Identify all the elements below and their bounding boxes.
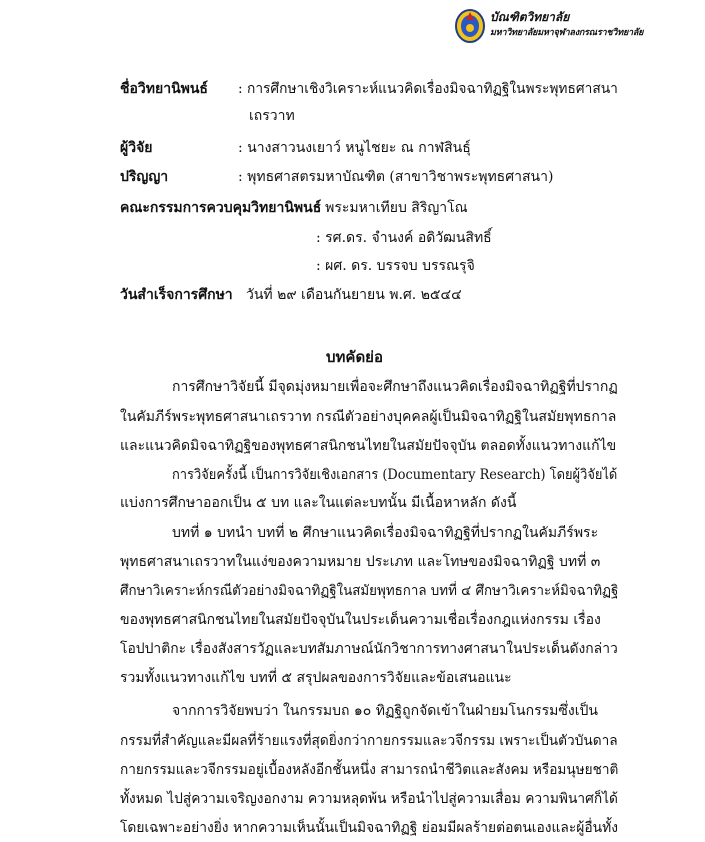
abstract-line: รวมทั้งแนวทางแก้ไข บทที่ ๕ สรุปผลของการวิจัยและข้อเสนอแนะ (120, 670, 512, 686)
graduation-date: วันที่ ๒๙ เดือนกันยายน พ.ศ. ๒๕๔๔ (246, 287, 462, 303)
abstract-line: โดยเฉพาะอย่างยิ่ง หากความเห็นนั้นเป็นมิจฉาทิฏฐิ ย่อมมีผลร้ายต่อตนเองและผู้อื่นทั้ง (120, 820, 618, 836)
abstract-line: กรรมที่สำคัญและมีผลที่ร้ายแรงที่สุดยิ่งกว่ากายกรรมและวจีกรรม เพราะเป็นตัวบันดาล (120, 733, 618, 749)
abstract-heading: บทคัดย่อ (326, 348, 383, 366)
abstract-line: การศึกษาวิจัยนี้ มีจุดมุ่งหมายเพื่อจะศึกษาถึงแนวคิดเรื่องมิจฉาทิฏฐิที่ปรากฏ (172, 379, 618, 395)
degree-value: : พุทธศาสตรมหาบัณฑิต (สาขาวิชาพระพุทธศาสนา) (238, 169, 554, 185)
abstract-line: กายกรรมและวจีกรรมอยู่เบื้องหลังอีกชั้นหนึ่ง สามารถนำชีวิตและสังคม หรือมนุษยชาติ (120, 762, 619, 778)
researcher-name: : นางสาวนงเยาว์ หนูไชยะ ณ กาฬสินธุ์ (238, 140, 471, 156)
thesis-title-cont: เถรวาท (249, 108, 295, 124)
abstract-line: และแนวคิดมิจฉาทิฏฐิของพุทธศาสนิกชนไทยในสมัยปัจจุบัน ตลอดทั้งแนวทางแก้ไข (120, 438, 617, 454)
abstract-line: ศึกษาวิเคราะห์กรณีตัวอย่างมิจฉาทิฏฐิในสมัยพุทธกาล บทที่ ๔ ศึกษาวิเคราะห์มิจฉาทิฏฐิ (120, 583, 619, 599)
committee-member-3: : ผศ. ดร. บรรจบ บรรณรุจิ (316, 258, 475, 274)
date-label: วันสำเร็จการศึกษา (120, 287, 233, 303)
abstract-line: จากการวิจัยพบว่า ในกรรมบถ ๑๐ ทิฏฐิถูกจัดเข้าในฝ่ายมโนกรรมซึ่งเป็น (172, 703, 598, 719)
abstract-line: โอปปาติกะ เรื่องสังสารวัฏและบทสัมภาษณ์นักวิชาการทางศาสนาในประเด็นดังกล่าว (120, 641, 618, 657)
degree-label: ปริญญา (120, 169, 169, 185)
abstract-line: ทั้งหมด ไปสู่ความเจริญงอกงาม ความหลุดพ้น หรือนำไปสู่ความเสื่อม ความพินาศก็ได้ (120, 791, 618, 807)
abstract-line: ในคัมภีร์พระพุทธศาสนาเถรวาท กรณีตัวอย่างบุคคลผู้เป็นมิจฉาทิฏฐิในสมัยพุทธกาล (120, 409, 617, 425)
committee-member-1: : พระมหาเทียบ สิริญาโณ (316, 200, 468, 216)
researcher-label: ผู้วิจัย (120, 140, 153, 156)
committee-label: คณะกรรมการควบคุมวิทยานิพนธ์ (120, 200, 322, 216)
abstract-line: การวิจัยครั้งนี้ เป็นการวิจัยเชิงเอกสาร (Documentary Research) โดยผู้วิจัยได้ (172, 467, 618, 483)
logo-subtitle: มหาวิทยาลัยมหาจุฬาลงกรณราชวิทยาลัย (490, 28, 644, 38)
logo-title: บัณฑิตวิทยาลัย (490, 10, 570, 24)
abstract-line: พุทธศาสนาเถรวาทในแง่ของความหมาย ประเภท และโทษของมิจฉาทิฏฐิ บทที่ ๓ (120, 554, 601, 570)
thesis-title: : การศึกษาเชิงวิเคราะห์แนวคิดเรื่องมิจฉาทิฏฐิในพระพุทธศาสนา (238, 81, 618, 97)
committee-member-2: : รศ.ดร. จำนงค์ อดิวัฒนสิทธิ์ (316, 230, 492, 246)
abstract-line: บทที่ ๑ บทนำ บทที่ ๒ ศึกษาแนวคิดเรื่องมิจฉาทิฏฐิที่ปรากฏในคัมภีร์พระ (172, 525, 599, 541)
abstract-line: แบ่งการศึกษาออกเป็น ๕ บท และในแต่ละบทนั้น มีเนื้อหาหลัก ดังนี้ (120, 495, 517, 511)
thesis-label: ชื่อวิทยานิพนธ์ (120, 81, 208, 97)
abstract-line: ของพุทธศาสนิกชนไทยในสมัยปัจจุบันในประเด็นความเชื่อเรื่องกฎแห่งกรรม เรื่อง (120, 612, 601, 628)
